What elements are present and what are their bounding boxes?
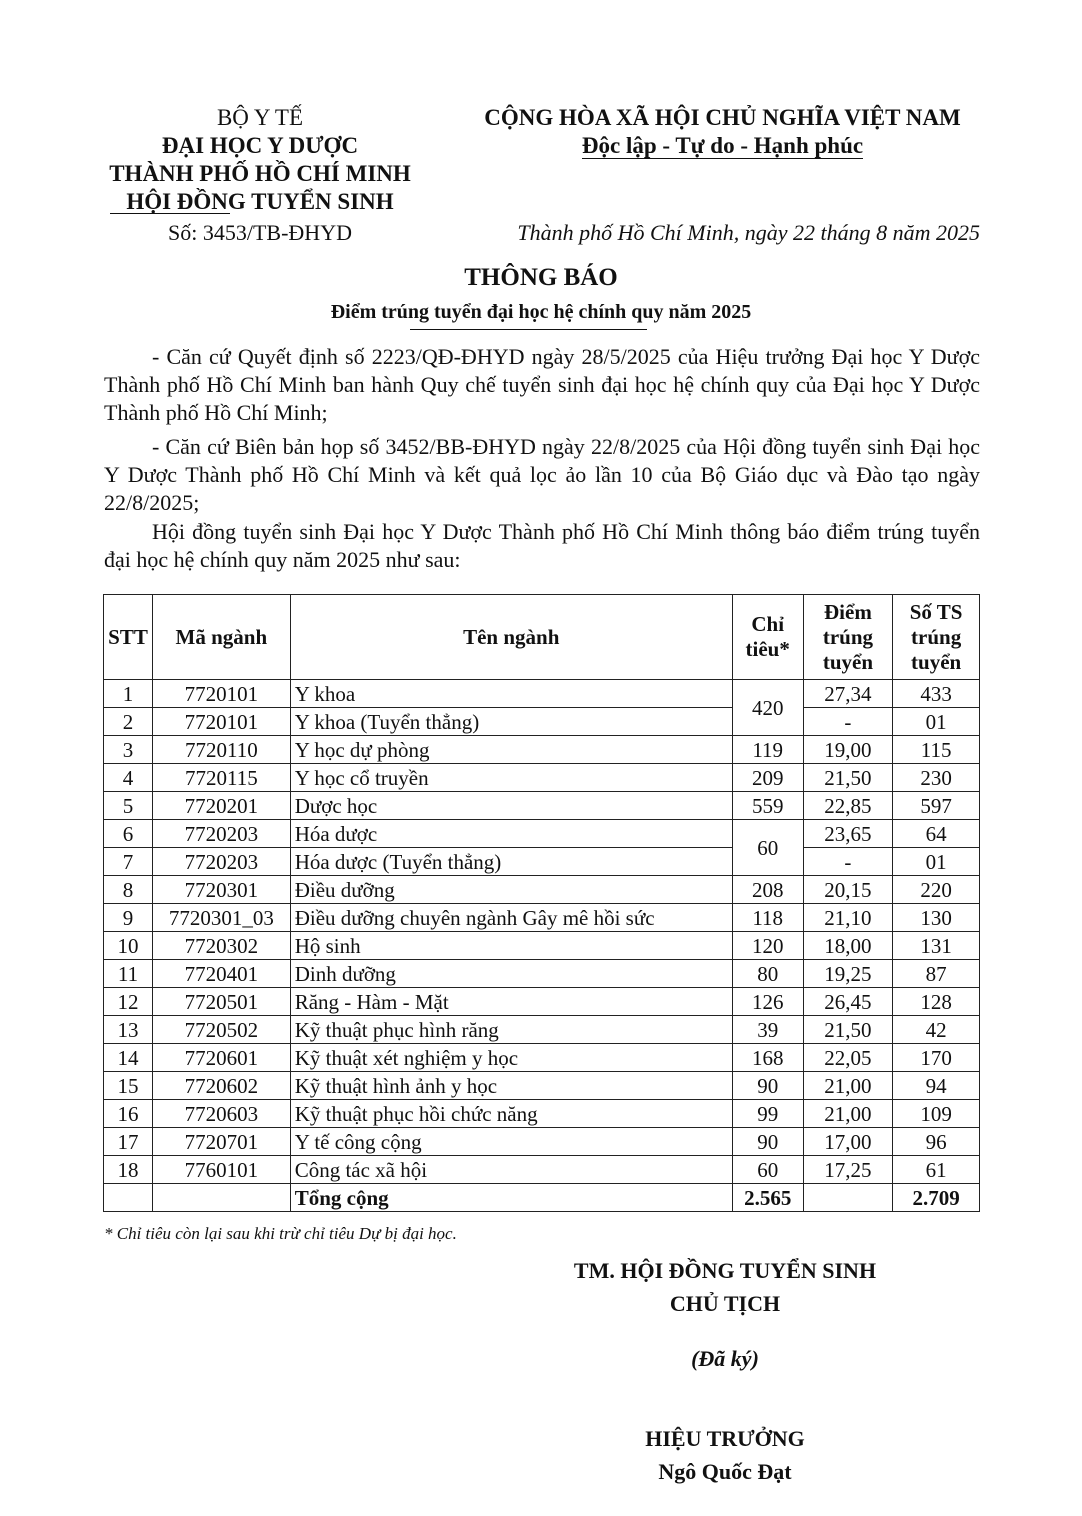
total-admitted: 2.709 [893,1184,980,1212]
table-row [104,932,980,960]
cell-score: 17,25 [803,1156,893,1184]
total-quota: 2.565 [732,1184,803,1212]
cell-code: 7720401 [152,960,290,988]
cell-stt: 6 [104,820,153,848]
cell-code: 7720501 [152,988,290,1016]
col-quota [732,595,803,680]
signer-title: HIỆU TRƯỞNG [645,1426,805,1451]
issuer-underline [110,213,230,214]
national-header [460,104,985,160]
cell-name: Hóa dược [290,820,732,848]
council-name: HỘI ĐỒNG TUYỂN SINH [126,189,394,214]
col-quota-line1: Chỉ [751,612,785,636]
cell-admitted: 220 [893,876,980,904]
cell-code: 7720502 [152,1016,290,1044]
subtitle-underline [410,329,647,330]
cell-quota: 60 [732,820,803,876]
cell-code: 7720302 [152,932,290,960]
cell-admitted: 42 [893,1016,980,1044]
cell-admitted: 131 [893,932,980,960]
signed-note: (Đã ký) [691,1346,759,1371]
issue-date: Thành phố Hồ Chí Minh, ngày 22 tháng 8 năm 2025 [517,220,980,245]
cell-name: Hộ sinh [290,932,732,960]
total-label: Tổng cộng [290,1184,732,1212]
cell-code: 7720203 [152,820,290,848]
cell-name: Kỹ thuật phục hồi chức năng [290,1100,732,1128]
cell-score: 27,34 [803,680,893,708]
cell-code: 7720301_03 [152,904,290,932]
table-row [104,820,980,848]
cell-quota: 39 [732,1016,803,1044]
cell-stt: 16 [104,1100,153,1128]
cell-quota: 90 [732,1072,803,1100]
cell-name: Công tác xã hội [290,1156,732,1184]
col-admitted [893,595,980,680]
cell-code: 7760101 [152,1156,290,1184]
cell-quota: 80 [732,960,803,988]
table-row [104,876,980,904]
table-row [104,764,980,792]
table-body [104,680,980,1212]
table-row [104,680,980,708]
cell-score: 21,50 [803,1016,893,1044]
cell-name: Y học dự phòng [290,736,732,764]
signer-name: Ngô Quốc Đạt [658,1459,792,1484]
cell-stt: 12 [104,988,153,1016]
cell-score: 21,00 [803,1100,893,1128]
cell-code: 7720602 [152,1072,290,1100]
cell-quota: 120 [732,932,803,960]
cell-stt: 14 [104,1044,153,1072]
cell-code: 7720101 [152,708,290,736]
document-number: Số: 3453/TB-ĐHYD [168,220,352,245]
cell-score: 18,00 [803,932,893,960]
cell-name: Dược học [290,792,732,820]
table-row [104,1100,980,1128]
cell-admitted: 87 [893,960,980,988]
table-total-row [104,1184,980,1212]
cell-score: - [803,708,893,736]
col-admitted-line3: tuyển [911,649,962,674]
cell-name: Y học cổ truyền [290,764,732,792]
cell-quota: 168 [732,1044,803,1072]
admission-scores-table [103,594,980,1212]
legal-basis-1 [104,343,980,427]
footnote: * Chỉ tiêu còn lại sau khi trừ chỉ tiêu Dự bị đại học. [104,1224,457,1243]
cell-admitted: 61 [893,1156,980,1184]
cell-quota: 90 [732,1128,803,1156]
cell-code: 7720301 [152,876,290,904]
cell-admitted: 130 [893,904,980,932]
cell-score: 19,25 [803,960,893,988]
cell-name: Dinh dưỡng [290,960,732,988]
cell-quota: 420 [732,680,803,736]
cell-name: Y tế công cộng [290,1128,732,1156]
table-header-row [104,595,980,680]
legal-basis-2 [104,433,980,517]
cell-stt: 10 [104,932,153,960]
table-row [104,736,980,764]
cell-empty [104,1184,153,1212]
col-code: Mã ngành [152,595,290,680]
cell-name: Kỹ thuật xét nghiệm y học [290,1044,732,1072]
signature-role: CHỦ TỊCH [669,1291,781,1316]
issuer-block [90,104,430,216]
cell-quota: 119 [732,736,803,764]
university-name-line2: THÀNH PHỐ HỒ CHÍ MINH [109,161,411,186]
table-row [104,1016,980,1044]
country-name: CỘNG HÒA XÃ HỘI CHỦ NGHĨA VIỆT NAM [484,105,961,130]
table-row [104,1128,980,1156]
col-admitted-line1: Số TS [909,599,963,624]
cell-admitted: 01 [893,848,980,876]
cell-admitted: 64 [893,820,980,848]
cell-admitted: 96 [893,1128,980,1156]
cell-empty [152,1184,290,1212]
cell-code: 7720110 [152,736,290,764]
col-name: Tên ngành [290,595,732,680]
col-admitted-line2: trúng [911,624,962,649]
cell-stt: 8 [104,876,153,904]
cell-quota: 99 [732,1100,803,1128]
university-name-line1: ĐẠI HỌC Y DƯỢC [161,133,359,158]
col-score [803,595,893,680]
cell-score: 26,45 [803,988,893,1016]
cell-score: 21,10 [803,904,893,932]
cell-name: Kỹ thuật hình ảnh y học [290,1072,732,1100]
cell-score: 22,05 [803,1044,893,1072]
paragraph: - Căn cứ Biên bản họp số 3452/BB-ĐHYD ngày 22/8/2025 của Hội đồng tuyển sinh Đại học Y Dược Thành phố Hồ Chí Minh và kết quả lọc ảo lần 10 của Bộ Giáo dục và Đào tạo ngày 22/8/2025; [104,434,980,515]
cell-score: 21,00 [803,1072,893,1100]
cell-quota: 559 [732,792,803,820]
cell-stt: 5 [104,792,153,820]
cell-score: 22,85 [803,792,893,820]
table-row [104,848,980,876]
cell-score: - [803,848,893,876]
table-row [104,792,980,820]
table-row [104,904,980,932]
col-stt: STT [104,595,153,680]
cell-score: 20,15 [803,876,893,904]
cell-score: 21,50 [803,764,893,792]
cell-code: 7720603 [152,1100,290,1128]
paragraph: Hội đồng tuyển sinh Đại học Y Dược Thành phố Hồ Chí Minh thông báo điểm trúng tuyển đại học hệ chính quy năm 2025 như sau: [104,519,980,572]
cell-stt: 7 [104,848,153,876]
cell-quota: 209 [732,764,803,792]
ministry-name: BỘ Y TẾ [216,105,304,130]
table-row [104,988,980,1016]
col-score-line3: tuyển [822,649,874,674]
col-score-line1: Điểm [824,599,872,624]
cell-empty [803,1184,893,1212]
cell-stt: 9 [104,904,153,932]
cell-admitted: 115 [893,736,980,764]
table-row [104,1072,980,1100]
cell-score: 23,65 [803,820,893,848]
cell-code: 7720101 [152,680,290,708]
cell-quota: 60 [732,1156,803,1184]
cell-stt: 4 [104,764,153,792]
cell-stt: 18 [104,1156,153,1184]
cell-name: Răng - Hàm - Mặt [290,988,732,1016]
table-row [104,1156,980,1184]
cell-stt: 11 [104,960,153,988]
cell-quota: 208 [732,876,803,904]
announcement-intro [104,518,980,574]
cell-admitted: 230 [893,764,980,792]
cell-stt: 15 [104,1072,153,1100]
col-quota-line2: tiêu* [745,637,790,661]
document-title: THÔNG BÁO [464,264,618,291]
signature-org: TM. HỘI ĐỒNG TUYỂN SINH [573,1258,877,1283]
cell-admitted: 01 [893,708,980,736]
cell-admitted: 170 [893,1044,980,1072]
cell-code: 7720203 [152,848,290,876]
cell-code: 7720115 [152,764,290,792]
cell-admitted: 94 [893,1072,980,1100]
paragraph: - Căn cứ Quyết định số 2223/QĐ-ĐHYD ngày 28/5/2025 của Hiệu trưởng Đại học Y Dược Thành phố Hồ Chí Minh ban hành Quy chế tuyển sinh đại học hệ chính quy của Đại học Y Dược Thành phố Hồ Chí Minh; [104,344,980,425]
cell-quota: 126 [732,988,803,1016]
table-row [104,708,980,736]
cell-name: Điều dưỡng [290,876,732,904]
col-score-line2: trúng [822,624,874,649]
cell-stt: 1 [104,680,153,708]
cell-quota: 118 [732,904,803,932]
cell-name: Y khoa [290,680,732,708]
table-row [104,960,980,988]
document-subtitle: Điểm trúng tuyển đại học hệ chính quy năm 2025 [330,301,752,323]
cell-admitted: 597 [893,792,980,820]
cell-name: Điều dưỡng chuyên ngành Gây mê hồi sức [290,904,732,932]
cell-code: 7720201 [152,792,290,820]
national-motto: Độc lập - Tự do - Hạnh phúc [581,133,864,158]
cell-name: Y khoa (Tuyển thẳng) [290,708,732,736]
cell-name: Hóa dược (Tuyển thẳng) [290,848,732,876]
cell-stt: 3 [104,736,153,764]
cell-stt: 2 [104,708,153,736]
cell-stt: 17 [104,1128,153,1156]
cell-name: Kỹ thuật phục hình răng [290,1016,732,1044]
cell-admitted: 128 [893,988,980,1016]
table-row [104,1044,980,1072]
cell-code: 7720601 [152,1044,290,1072]
cell-admitted: 109 [893,1100,980,1128]
cell-code: 7720701 [152,1128,290,1156]
cell-score: 17,00 [803,1128,893,1156]
cell-score: 19,00 [803,736,893,764]
cell-admitted: 433 [893,680,980,708]
cell-stt: 13 [104,1016,153,1044]
